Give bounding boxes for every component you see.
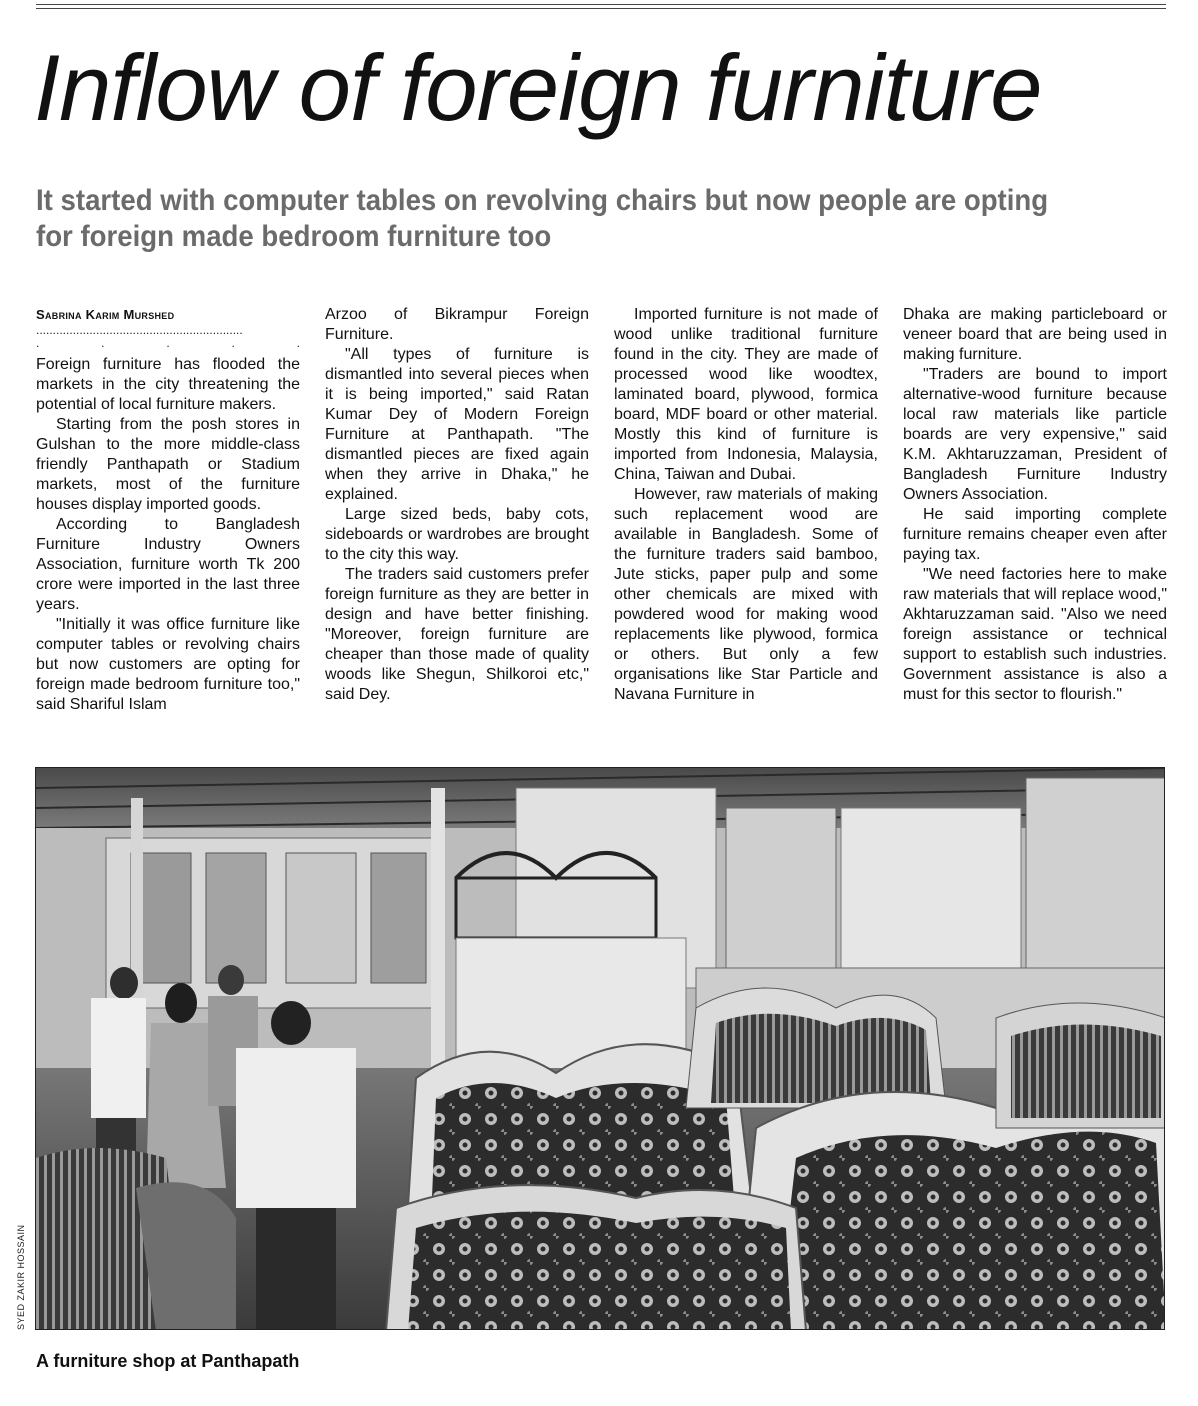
column-3 (614, 305, 878, 705)
paragraph: Dhaka are making particleboard or veneer board that are being used in making furniture. (903, 306, 1167, 363)
column-1 (36, 305, 300, 715)
paragraph: Starting from the posh stores in Gulshan to the more middle-class friendly Panthapath or Stadium markets, most of the furniture houses display imported goods. (36, 416, 300, 513)
paragraph: "Initially it was office furniture like computer tables or revolving chairs but now customers are opting for foreign made bedroom furniture too," said Shariful Islam (36, 616, 300, 713)
top-rule-thin (36, 8, 1166, 9)
furniture-shop-photo (35, 767, 1165, 1330)
paragraph: "We need factories here to make raw materials that will replace wood," Akhtaruzzaman said. "Also we need foreign assistance or technical support to establish such industries. Government assistance is also a must for this sector to flourish." (903, 566, 1167, 703)
paragraph: "All types of furniture is dismantled into several pieces when it is being imported," said Ratan Kumar Dey of Modern Foreign Furniture at Panthapath. "The dismantled pieces are fixed again when they arrive in Dhaka," he explained. (325, 346, 589, 503)
byline: Sabrina Karim Murshed (36, 307, 175, 322)
column-2 (325, 305, 589, 705)
headline: Inflow of foreign furniture (34, 35, 1042, 140)
byline-rule-dots: . . . . . (36, 336, 300, 350)
photo-caption: A furniture shop at Panthapath (36, 1351, 300, 1371)
paragraph: He said importing complete furniture remains cheaper even after paying tax. (903, 506, 1167, 563)
paragraph: "Traders are bound to import alternative-wood furniture because local raw materials like particle boards are very expensive," said K.M. Akhtaruzzaman, President of Bangladesh Furniture Industry Owners Association. (903, 366, 1167, 503)
paragraph: Imported furniture is not made of wood unlike traditional furniture found in the city. They are made of processed wood like woodtex, laminated board, plywood, formica board, MDF board or other material. Mostly this kind of furniture is imported from Indonesia, Malaysia, China, Taiwan and Dubai. (614, 306, 878, 483)
article-body (36, 305, 1168, 735)
paragraph: According to Bangladesh Furniture Industry Owners Association, furniture worth Tk 200 crore were imported in the last three years. (36, 516, 300, 613)
paragraph: Large sized beds, baby cots, sideboards or wardrobes are brought to the city this way. (325, 506, 589, 563)
paragraph: Foreign furniture has flooded the markets in the city threatening the potential of local furniture makers. (36, 356, 300, 413)
paragraph: Arzoo of Bikrampur Foreign Furniture. (325, 306, 589, 343)
paragraph: The traders said customers prefer foreign furniture as they are better in design and have better finishing. "Moreover, foreign furniture are cheaper than those made of quality woods like Shegun, Shilkoroi etc," said Dey. (325, 566, 589, 703)
photo-credit: SYED ZAKIR HOSSAIN (16, 1224, 26, 1330)
photo-illustration (36, 768, 1165, 1330)
byline-rule: .............................................................. (36, 325, 243, 335)
deck-subheading: It started with computer tables on revolving chairs but now people are opting for foreign made bedroom furniture too (36, 184, 1049, 253)
top-rule (36, 4, 1166, 5)
column-4 (903, 305, 1167, 705)
paragraph: However, raw materials of making such replacement wood are available in Bangladesh. Some of the furniture traders said bamboo, Jute sticks, paper pulp and some other chemicals are mixed with powdered wood for making wood replacements like plywood, formica or others. But only a few organisations like Star Particle and Navana Furniture in (614, 486, 878, 703)
